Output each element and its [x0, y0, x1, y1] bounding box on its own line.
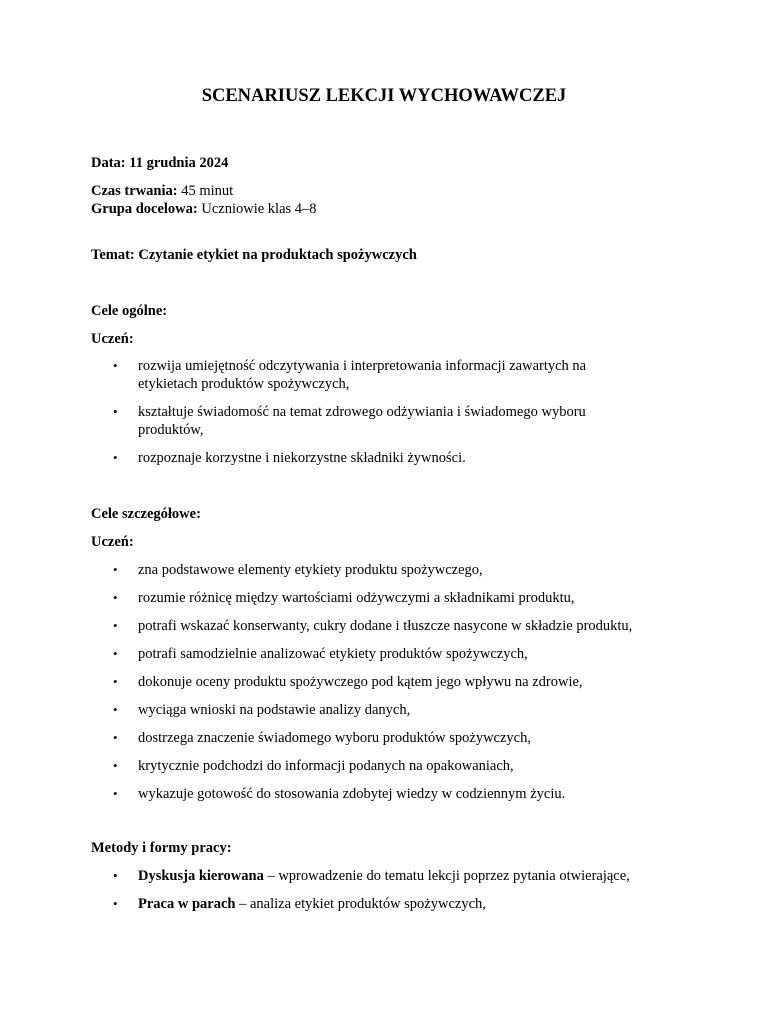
specific-goals-heading: Cele szczegółowe:: [91, 506, 201, 522]
list-item: • potrafi wskazać konserwanty, cukry dodane i tłuszcze nasycone w składzie produktu,: [91, 617, 691, 635]
duration-label: Czas trwania:: [91, 183, 178, 199]
lesson-date: Data: 11 grudnia 2024: [91, 155, 229, 171]
list-item: • dostrzega znaczenie świadomego wyboru produktów spożywczych,: [91, 729, 691, 747]
method-desc: – wprowadzenie do tematu lekcji poprzez pytania otwierające,: [263, 868, 630, 884]
group-value: Uczniowie klas 4–8: [197, 201, 317, 217]
specific-goals-student: Uczeń:: [91, 534, 134, 550]
list-item: [91, 895, 691, 913]
group-label: Grupa docelowa:: [91, 201, 198, 217]
method-term: Dyskusja kierowana: [138, 868, 264, 884]
list-item: • potrafi samodzielnie analizować etykiety produktów spożywczych,: [91, 645, 691, 663]
list-item: • dokonuje oceny produktu spożywczego pod kątem jego wpływu na zdrowie,: [91, 673, 691, 691]
list-item: • krytycznie podchodzi do informacji podanych na opakowaniach,: [91, 757, 691, 775]
specific-goals-list: [91, 561, 691, 803]
lesson-topic: Temat: Czytanie etykiet na produktach spożywczych: [91, 247, 417, 263]
method-term: Praca w parach: [138, 896, 236, 912]
list-item: • wyciąga wnioski na podstawie analizy danych,: [91, 701, 691, 719]
target-group: [91, 200, 317, 218]
lesson-duration: [91, 182, 233, 200]
list-item: • rozwija umiejętność odczytywania i interpretowania informacji zawartych na etykietach produktów spożywczych,: [91, 357, 691, 393]
list-item: • rozpoznaje korzystne i niekorzystne składniki żywności.: [91, 449, 691, 467]
duration-value: 45 minut: [177, 183, 234, 199]
methods-list: [91, 867, 691, 913]
general-goals-list: [91, 357, 691, 467]
list-item: • rozumie różnicę między wartościami odżywczymi a składnikami produktu,: [91, 589, 691, 607]
list-item: • zna podstawowe elementy etykiety produktu spożywczego,: [91, 561, 691, 579]
list-item: • kształtuje świadomość na temat zdrowego odżywiania i świadomego wyboru produktów,: [91, 403, 691, 439]
methods-heading: Metody i formy pracy:: [91, 840, 232, 856]
general-goals-student: Uczeń:: [91, 331, 134, 347]
document-title: SCENARIUSZ LEKCJI WYCHOWAWCZEJ: [201, 86, 567, 106]
general-goals-heading: Cele ogólne:: [91, 303, 168, 319]
list-item: • wykazuje gotowość do stosowania zdobytej wiedzy w codziennym życiu.: [91, 785, 691, 803]
list-item: [91, 867, 691, 885]
method-desc: – analiza etykiet produktów spożywczych,: [235, 896, 486, 912]
